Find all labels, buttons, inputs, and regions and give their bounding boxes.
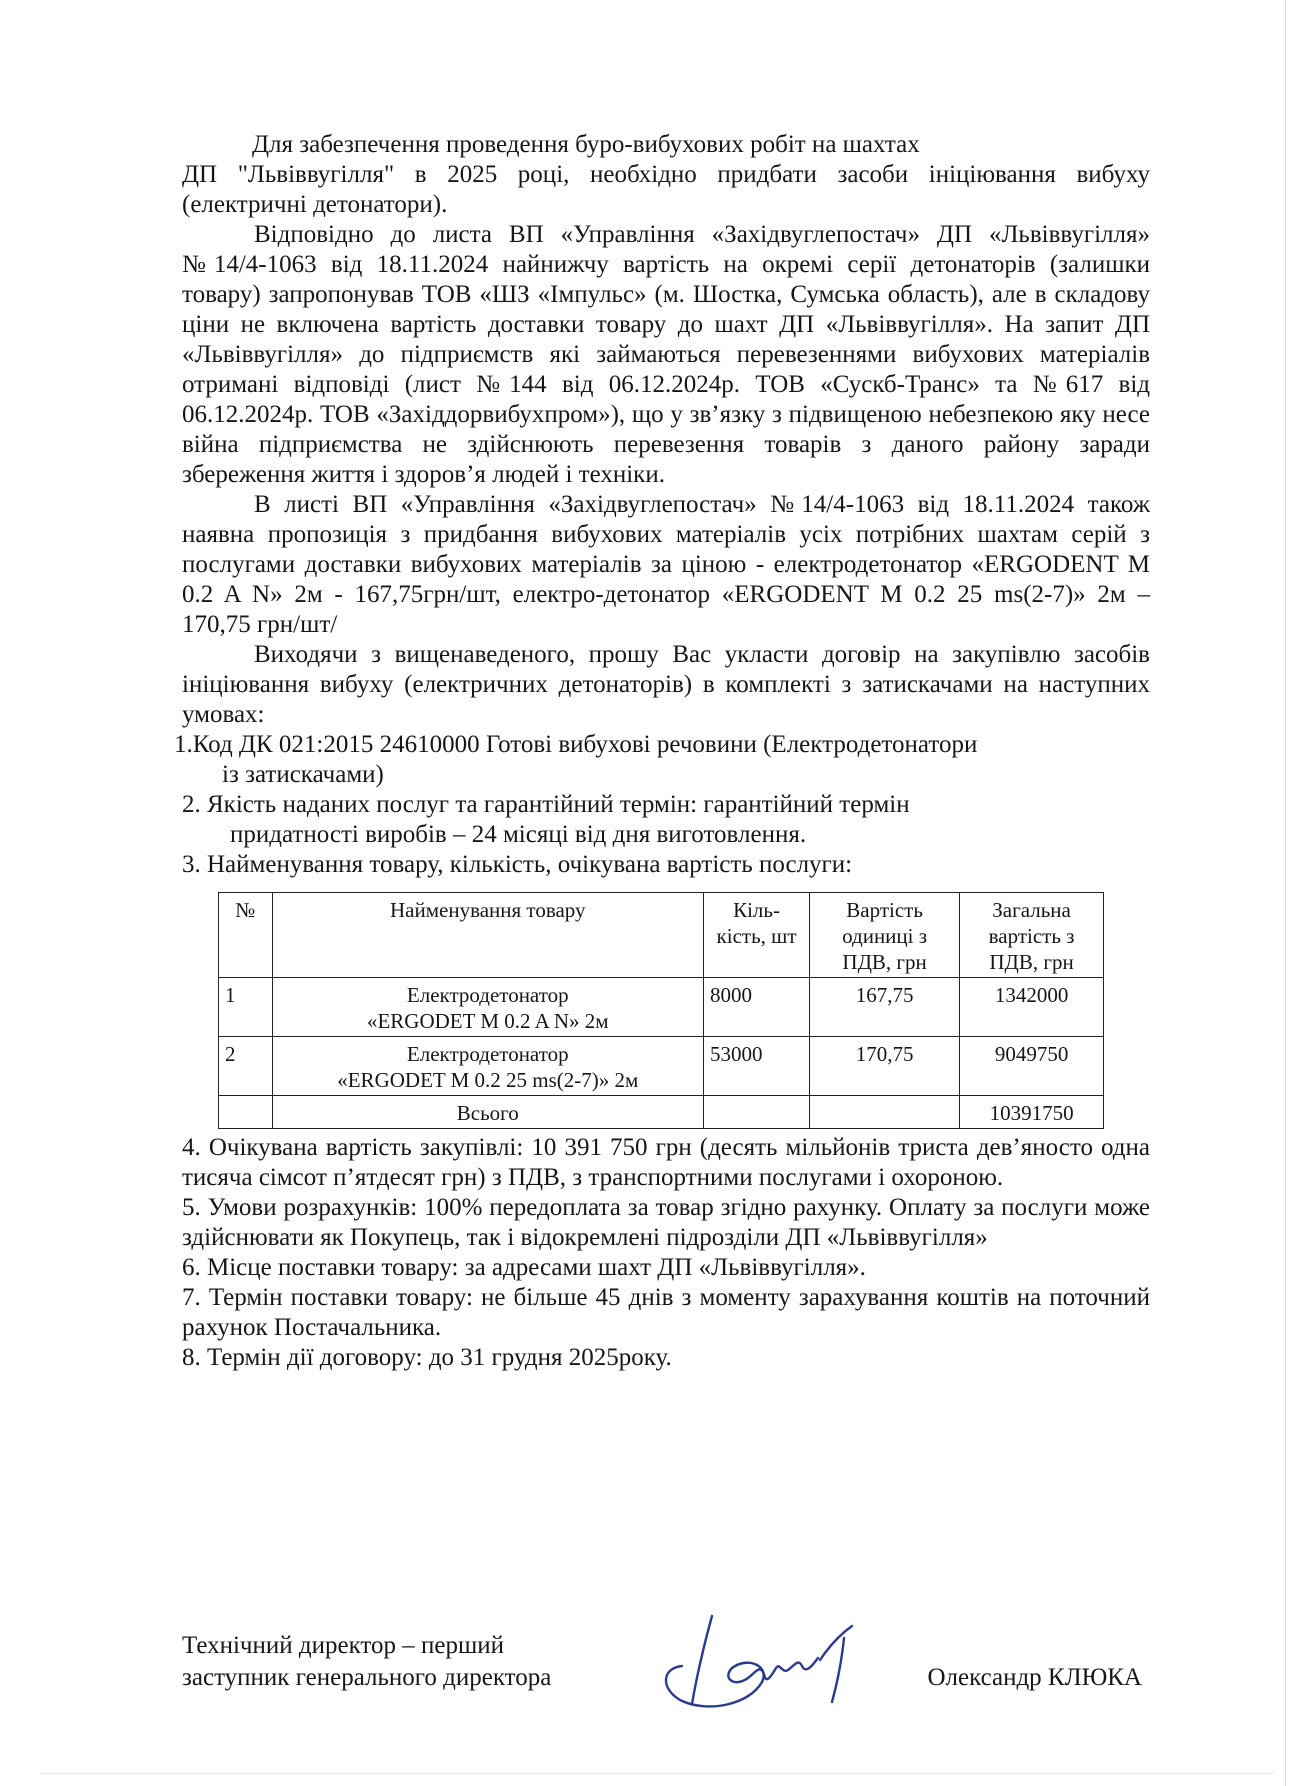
condition-7: 7. Термін поставки товару: не більше 45 днів з моменту зарахування коштів на поточний рахунок Постачальника.: [182, 1284, 1150, 1341]
condition-6: 6. Місце поставки товару: за адресами шахт ДП «Львіввугілля».: [182, 1254, 866, 1281]
paragraph-intro-line1: Для забезпечення проведення буро-вибухових робіт на шахтах: [252, 131, 920, 158]
row-num: 2: [219, 1037, 273, 1096]
goods-table: [218, 892, 1104, 1129]
condition-1: [174, 730, 1150, 790]
header-qty: Кіль-кість, шт: [704, 893, 810, 978]
total-label: Всього: [272, 1096, 703, 1129]
row-name-line1: Електродетонатор: [406, 983, 569, 1007]
document-body: [174, 130, 1150, 1373]
condition-3: 3. Найменування товару, кількість, очікувана вартість послуги:: [182, 851, 853, 878]
table-total-row: [219, 1096, 1104, 1129]
signer-name: Олександр КЛЮКА: [927, 1664, 1142, 1691]
row-name-line1: Електродетонатор: [406, 1042, 569, 1066]
row-name-line2: «ERGODET M 0.2 25 ms(2-7)» 2м: [337, 1068, 639, 1092]
signer-position: [182, 1630, 551, 1694]
condition-2: [182, 790, 1150, 850]
row-name: [272, 978, 703, 1037]
condition-2-line2: придатності виробів – 24 місяці від дня виготовлення.: [230, 821, 807, 848]
header-name: Найменування товару: [272, 893, 703, 978]
paragraph-request: Виходячи з вищенаведеного, прошу Вас укласти договір на закупівлю засобів ініціювання вибуху (електричних детонаторів) в комплекті з затискачами на наступних умовах:: [182, 641, 1150, 728]
condition-4: 4. Очікувана вартість закупівлі: 10 391 750 грн (десять мільйонів триста дев’яносто одна тисяча сімсот п’ятдесят грн) з ПДВ, з транспортними послугами і охороною.: [182, 1134, 1150, 1191]
signer-position-line1: Технічний директор – перший: [182, 1632, 504, 1659]
signer-position-line2: заступник генерального директора: [182, 1664, 552, 1691]
row-unit-price: 170,75: [810, 1037, 960, 1096]
row-qty: 8000: [704, 978, 810, 1037]
paragraph-letter: Відповідно до листа ВП «Управління «Західвуглепостач» ДП «Львіввугілля» №14/4-1063 від 18.11.2024 найнижчу вартість на окремі серії детонаторів (залишки товару) запропонував ТОВ «ШЗ «Імпульс» (м. Шостка, Сумська область), але в складову ціни не включена вартість доставки товару до шахт ДП «Львіввугілля». На запит ДП «Львіввугілля» до підприємств які займаються перевезеннями вибухових матеріалів отримані відповіді (лист №144 від 06.12.2024р. ТОВ «Сускб-Транс» та №617 від 06.12.2024р. ТОВ «Західдорвибухпром»), що у зв’язку з підвищеною небезпекою яку несе війна підприємства не здійснюють перевезення товарів з даного району заради збереження життя і здоров’я людей і техніки.: [182, 221, 1150, 488]
header-num: №: [219, 893, 273, 978]
paragraph-offer: В листі ВП «Управління «Західвуглепостач» №14/4-1063 від 18.11.2024 також наявна пропозиція з придбання вибухових матеріалів усіх потрібних шахтам серій з послугами доставки вибухових матеріалів за ціною - електродетонатор «ERGODENT M 0.2 A N» 2м - 167,75грн/шт, електро-детонатор «ERGODENT M 0.2 25 ms(2-7)» 2м – 170,75 грн/шт/: [182, 491, 1150, 638]
signature-block: [182, 1630, 1142, 1710]
total-value: 10391750: [960, 1096, 1104, 1129]
header-total-price: Загальна вартість з ПДВ, грн: [960, 893, 1104, 978]
row-total-price: 9049750: [960, 1037, 1104, 1096]
table-row: [219, 1037, 1104, 1096]
row-unit-price: 167,75: [810, 978, 960, 1037]
row-total-price: 1342000: [960, 978, 1104, 1037]
page-edge-bottom: [40, 1773, 1274, 1774]
condition-1-line1: 1.Код ДК 021:2015 24610000 Готові вибухові речовини (Електродетонатори: [174, 731, 978, 758]
page-edge: [1285, 0, 1286, 1786]
row-name: [272, 1037, 703, 1096]
row-name-line2: «ERGODET M 0.2 A N» 2м: [366, 1009, 609, 1033]
condition-5: 5. Умови розрахунків: 100% передоплата за товар згідно рахунку. Оплату за послуги може здійснювати як Покупець, так і відокремлені підрозділи ДП «Львіввугілля»: [182, 1194, 1150, 1251]
handwritten-signature: [652, 1608, 882, 1728]
paragraph-intro-rest: ДП "Львіввугілля" в 2025 році, необхідно придбати засоби ініціювання вибуху (електричні детонатори).: [182, 161, 1150, 218]
header-unit-price: Вартість одиниці з ПДВ, грн: [810, 893, 960, 978]
condition-8: 8. Термін дії договору: до 31 грудня 2025року.: [182, 1344, 672, 1371]
condition-2-line1: 2. Якість наданих послуг та гарантійний термін: гарантійний термін: [182, 791, 910, 818]
table-row: [219, 978, 1104, 1037]
condition-1-line2: із затискачами): [222, 761, 384, 788]
table-header-row: [219, 893, 1104, 978]
row-num: 1: [219, 978, 273, 1037]
row-qty: 53000: [704, 1037, 810, 1096]
